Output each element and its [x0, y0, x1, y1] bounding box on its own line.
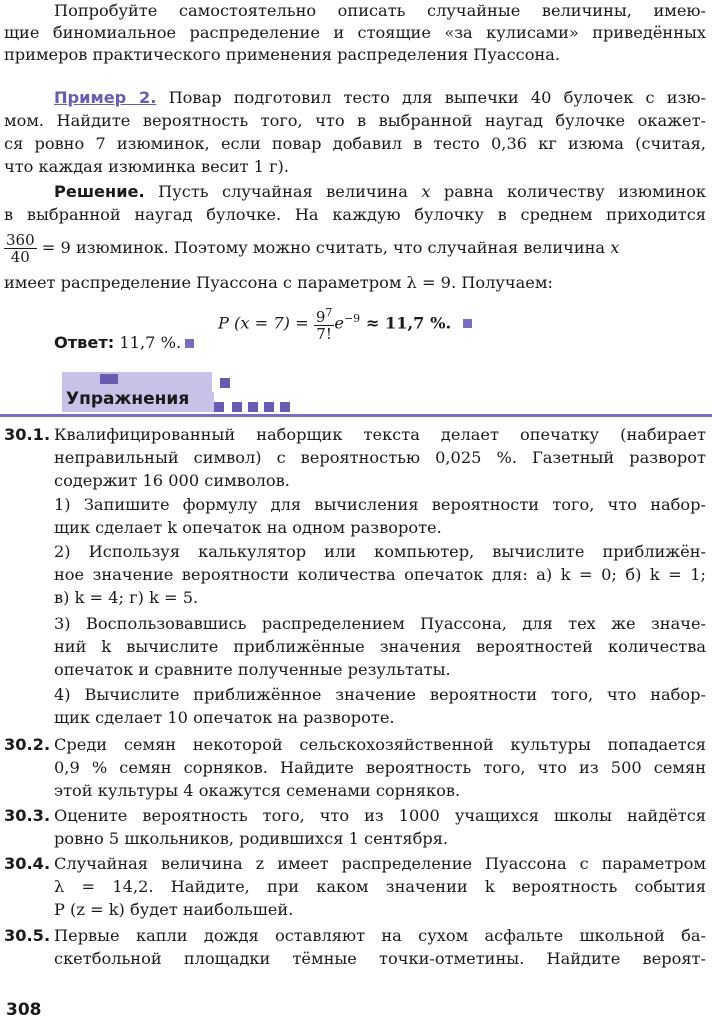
fraction-360-40: $\frac{360}{40}$: [6, 231, 35, 266]
exercise-subitem: опечаток и сравните полученные результаты.: [54, 660, 451, 679]
exercise-text: Квалифицированный наборщик текста делает опечатку (набирает: [54, 425, 706, 444]
solution-line: в выбранной наугад булочке. На каждую булочку в среднем приходится: [4, 205, 706, 224]
exercise-subitem: щик сделает 10 опечаток на развороте.: [54, 708, 395, 727]
poisson-formula: P (x = 7) = $\frac{9^7}{7!}$ $e^{-9} \approx 11,7$ %.: [218, 298, 472, 340]
exercise-subitem: 3) Воспользовавшись распределением Пуассона, для тех же значе-: [54, 614, 706, 633]
banner-decor: [220, 378, 230, 388]
exercise-subitem: ное значение вероятности количества опечаток для: а) k = 0; б) k = 1;: [54, 565, 706, 584]
banner-decor: [248, 402, 258, 412]
exercise-number: 30.1.: [4, 425, 51, 444]
solution-line: имеет распределение Пуассона с параметром λ = 9. Получаем:: [4, 273, 553, 292]
intro-line: Попробуйте самостоятельно описать случайные величины, имею-: [54, 1, 706, 20]
banner-decor: [264, 402, 274, 412]
banner-decor: [214, 402, 224, 412]
banner-decor: [232, 402, 242, 412]
exercise-text: Случайная величина z имеет распределение Пуассона с параметром: [54, 854, 706, 873]
section-divider: [0, 414, 712, 417]
exercise-number: 30.5.: [4, 926, 51, 945]
exercise-number: 30.3.: [4, 806, 51, 825]
exercise-subitem: 2) Используя калькулятор или компьютер, вычислите приближён-: [54, 542, 706, 561]
banner-decor: [100, 374, 118, 384]
answer-line: [54, 332, 194, 354]
exercise-text: 0,9 % семян сорняков. Найдите вероятность того, что из 500 семян: [54, 758, 706, 777]
exercise-text: λ = 14,2. Найдите, при каком значении k вероятность события: [54, 877, 706, 896]
example-text: Повар подготовил тесто для выпечки 40 булочек с изю-: [156, 88, 706, 107]
exercise-subitem: 1) Запишите формулу для вычисления вероятности того, что набор-: [54, 495, 706, 514]
answer-value: 11,7 %.: [114, 333, 182, 352]
end-mark-icon: [463, 319, 472, 328]
intro-line: примеров практического применения распределения Пуассона.: [4, 45, 561, 64]
exercise-subitem: 4) Вычислите приближённое значение вероятности того, что набор-: [54, 685, 706, 704]
formula-fraction: $\frac{9^7}{7!}$: [315, 306, 333, 344]
answer-label: Ответ:: [54, 333, 115, 352]
example-line: ся ровно 7 изюминок, если повар добавил в тесто 0,36 кг изюма (считая,: [4, 134, 706, 153]
exercise-subitem: ний k вычислите приближённые значения вероятностей количества: [54, 637, 706, 656]
exercise-text: Среди семян некоторой сельскохозяйственной культуры попадается: [54, 735, 706, 754]
solution-line: Решение. Пусть случайная величина x равна количеству изюминок: [54, 182, 707, 201]
example-line: мом. Найдите вероятность того, что в выбранной наугад булочке окажет-: [4, 111, 706, 130]
exercise-text: этой культуры 4 окажутся семенами сорняков.: [54, 781, 461, 800]
solution-label: Решение.: [54, 182, 145, 201]
exercise-number: 30.4.: [4, 854, 51, 873]
banner-decor: [200, 392, 214, 412]
exercise-text: Первые капли дождя оставляют на сухом асфальте школьной ба-: [54, 926, 706, 945]
end-mark-icon: [185, 339, 194, 348]
exercise-text: содержит 16 000 символов.: [54, 471, 290, 490]
exercise-subitem: щик сделает k опечаток на одном развороте.: [54, 518, 442, 537]
example-label: Пример 2.: [54, 88, 157, 107]
exercise-text: P (z = k) будет наибольшей.: [54, 900, 294, 919]
example-line: что каждая изюминка весит 1 г).: [4, 157, 290, 176]
exercise-subitem: в) k = 4; г) k = 5.: [54, 588, 199, 607]
exercise-text: ровно 5 школьников, родившихся 1 сентября.: [54, 829, 449, 848]
intro-line: щие биномиальное распределение и стоящие «за кулисами» приведённых: [4, 23, 706, 42]
exercise-text: неправильный символ) с вероятностью 0,025 %. Газетный разворот: [54, 448, 706, 467]
exercise-text: скетбольной площадки тёмные точки-отметины. Найдите вероят-: [54, 949, 706, 968]
page-number: 308: [6, 1000, 42, 1020]
solution-line-fraction: $\frac{360}{40}$ = 9 изюминок. Поэтому можно считать, что случайная величина x: [6, 231, 620, 266]
section-title: Упражнения: [66, 389, 190, 409]
exercise-number: 30.2.: [4, 735, 51, 754]
banner-decor: [280, 402, 290, 412]
example-line: [54, 87, 706, 109]
exercise-text: Оцените вероятность того, что из 1000 учащихся школы найдётся: [54, 806, 706, 825]
